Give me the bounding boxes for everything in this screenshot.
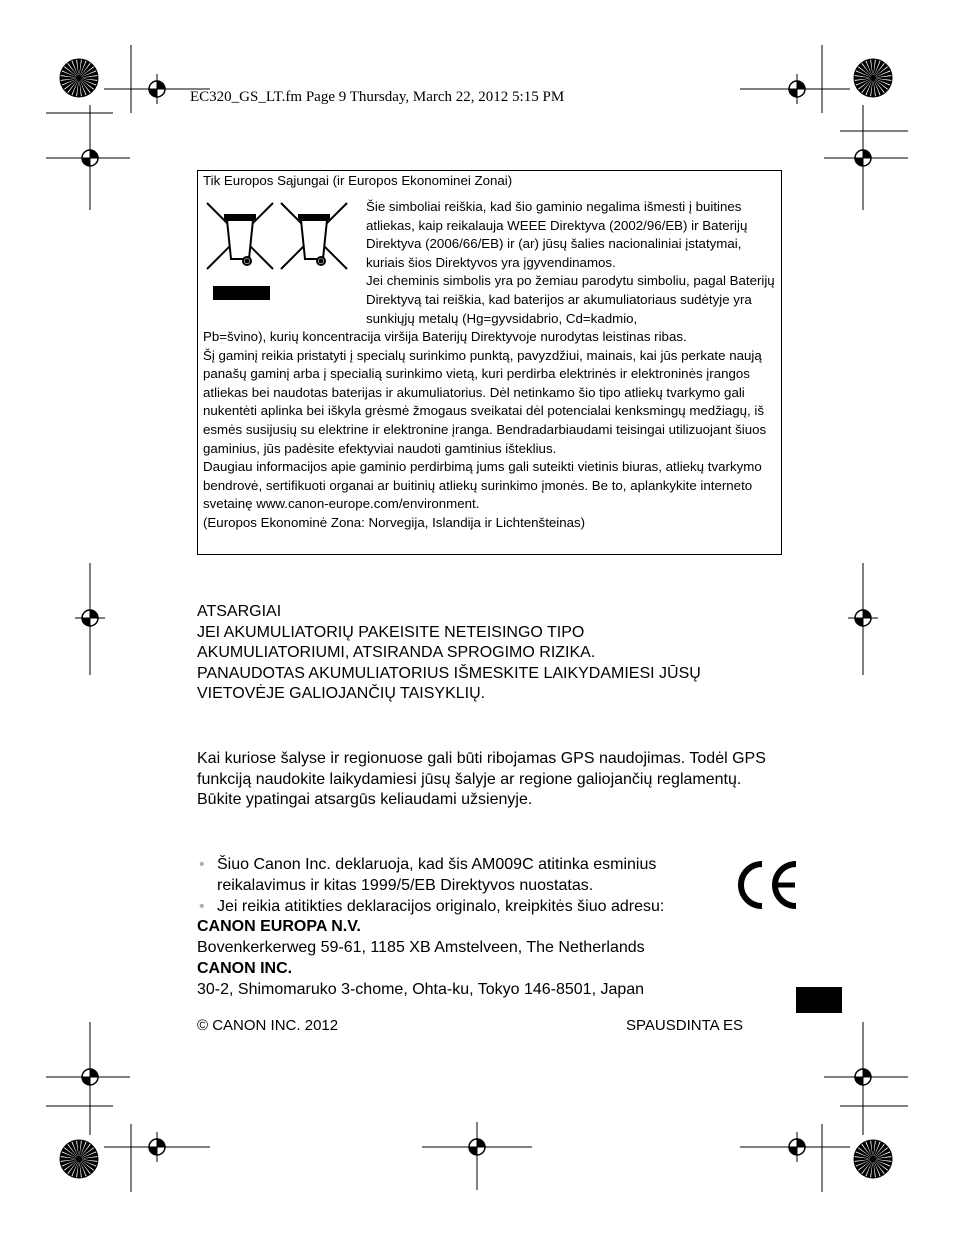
company-name: CANON EUROPA N.V.	[197, 918, 361, 936]
section-tab-marker	[796, 987, 842, 1013]
list-item: • Jei reikia atitikties deklaracijos originalo, kreipkitės šiuo adresu:	[197, 897, 737, 918]
list-item: • Šiuo Canon Inc. deklaruoja, kad šis AM009C atitinka esminius reikalavimus ir kitas 1999/5/EB Direktyvos nuostatas.	[199, 856, 657, 894]
caution-line: VIETOVĖJE GALIOJANČIŲ TAISYKLIŲ.	[197, 685, 486, 702]
caution-line: JEI AKUMULIATORIŲ PAKEISITE NETEISINGO TIPO	[197, 623, 585, 641]
company-address: Bovenkerkerweg 59-61, 1185 XB Amstelveen, The Netherlands	[197, 939, 645, 957]
caution-line: PANAUDOTAS AKUMULIATORIUS IŠMESKITE LAIKYDAMIESI JŪSŲ	[197, 664, 701, 682]
bullet-icon: •	[199, 897, 205, 915]
caution-section	[197, 602, 797, 705]
footer-printed: SPAUSDINTA ES	[626, 1017, 743, 1034]
company-name: CANON INC.	[197, 959, 293, 977]
weee-paragraph: Šie simboliai reiškia, kad šio gaminio negalima išmesti į buitines atliekas, kaip reikalauja WEEE Direktyva (2002/96/EB) ir Baterijų Direktyva (2006/66/EB) ir (ar) jūsų šalies nacionaliniai įstatymai, kuriais šios Direktyvos yra įgyvendinamos.	[366, 199, 748, 270]
weee-notice-box	[197, 170, 782, 555]
gps-notice	[197, 749, 787, 811]
caution-heading: ATSARGIAI	[197, 603, 282, 620]
chemical-symbol-bar	[213, 286, 270, 300]
crossed-bin-icon	[281, 203, 347, 269]
bullet-icon: •	[199, 856, 205, 873]
weee-body-text	[203, 328, 781, 533]
caution-line: AKUMULIATORIUMI, ATSIRANDA SPROGIMO RIZIKA.	[197, 644, 596, 661]
weee-icons	[203, 199, 353, 309]
crossed-bin-icon	[207, 203, 273, 269]
company-address: 30-2, Shimomaruko 3-chome, Ohta-ku, Tokyo 146-8501, Japan	[197, 980, 645, 998]
weee-title: Tik Europos Sąjungai (ir Europos Ekonominei Zonai)	[203, 173, 513, 188]
footer-copyright: © CANON INC. 2012	[197, 1017, 339, 1034]
ce-mark-icon	[735, 860, 799, 910]
header-file-info: EC320_GS_LT.fm Page 9 Thursday, March 22, 2012 5:15 PM	[190, 89, 565, 105]
weee-paragraph: Jei cheminis simbolis yra po žemiau parodytu simboliu, pagal Baterijų Direktyvą tai reiškia, kad baterijos ar akumuliatoriaus sudėtyje yra sunkiųjų metalų (Hg=gyvsidabrio, Cd=kadmio,	[366, 273, 775, 326]
weee-paragraph: Šį gaminį reikia pristatyti į specialų surinkimo punktą, pavyzdžiui, mainais, kai jūs perkate naują panašų gaminį arba į specialią surinkimo vietą, kuri perdirba elektrinės ir elektroninės įrangos atliekas bei naudotas baterijas ir akumuliatorius. Dėl netinkamo šio tipo atliekų tvarkymo gali nukentėti aplinka bei iškyla grėsmė žmogaus sveikatai dėl potencialai kenksmingų medžiagų, iš esmės susijusių su elektrine ir elektronine įranga. Bendradarbiaudami teisingai utilizuojant šiuos gaminius, jūs padėsite efektyviai naudoti gamtinius išteklius.	[203, 347, 767, 456]
gps-paragraph: Kai kuriose šalyse ir regionuose gali būti ribojamas GPS naudojimas. Todėl GPS funkciją naudokite laikydamiesi jūsų šalyje ar regione galiojančių reglamentų. Būkite ypatingai atsargūs keliaudami užsienyje.	[197, 750, 766, 808]
declaration-section	[197, 855, 737, 1001]
weee-paragraph: (Europos Ekonominė Zona: Norvegija, Islandija ir Lichtenšteinas)	[203, 514, 586, 530]
weee-paragraph: Pb=švino), kurių koncentracija viršija Baterijų Direktyvoje nurodytas leistinas ribas.	[203, 329, 687, 344]
weee-paragraph: Daugiau informacijos apie gaminio perdirbimą jums gali suteikti vietinis biuras, atliekų tvarkymo bendrovė, sertifikuoti organai ar buitinių atliekų surinkimo įmonės. Be to, aplankykite interneto svetainę www.canon-europe.com/environment.	[203, 459, 762, 512]
weee-right-text	[366, 198, 778, 328]
